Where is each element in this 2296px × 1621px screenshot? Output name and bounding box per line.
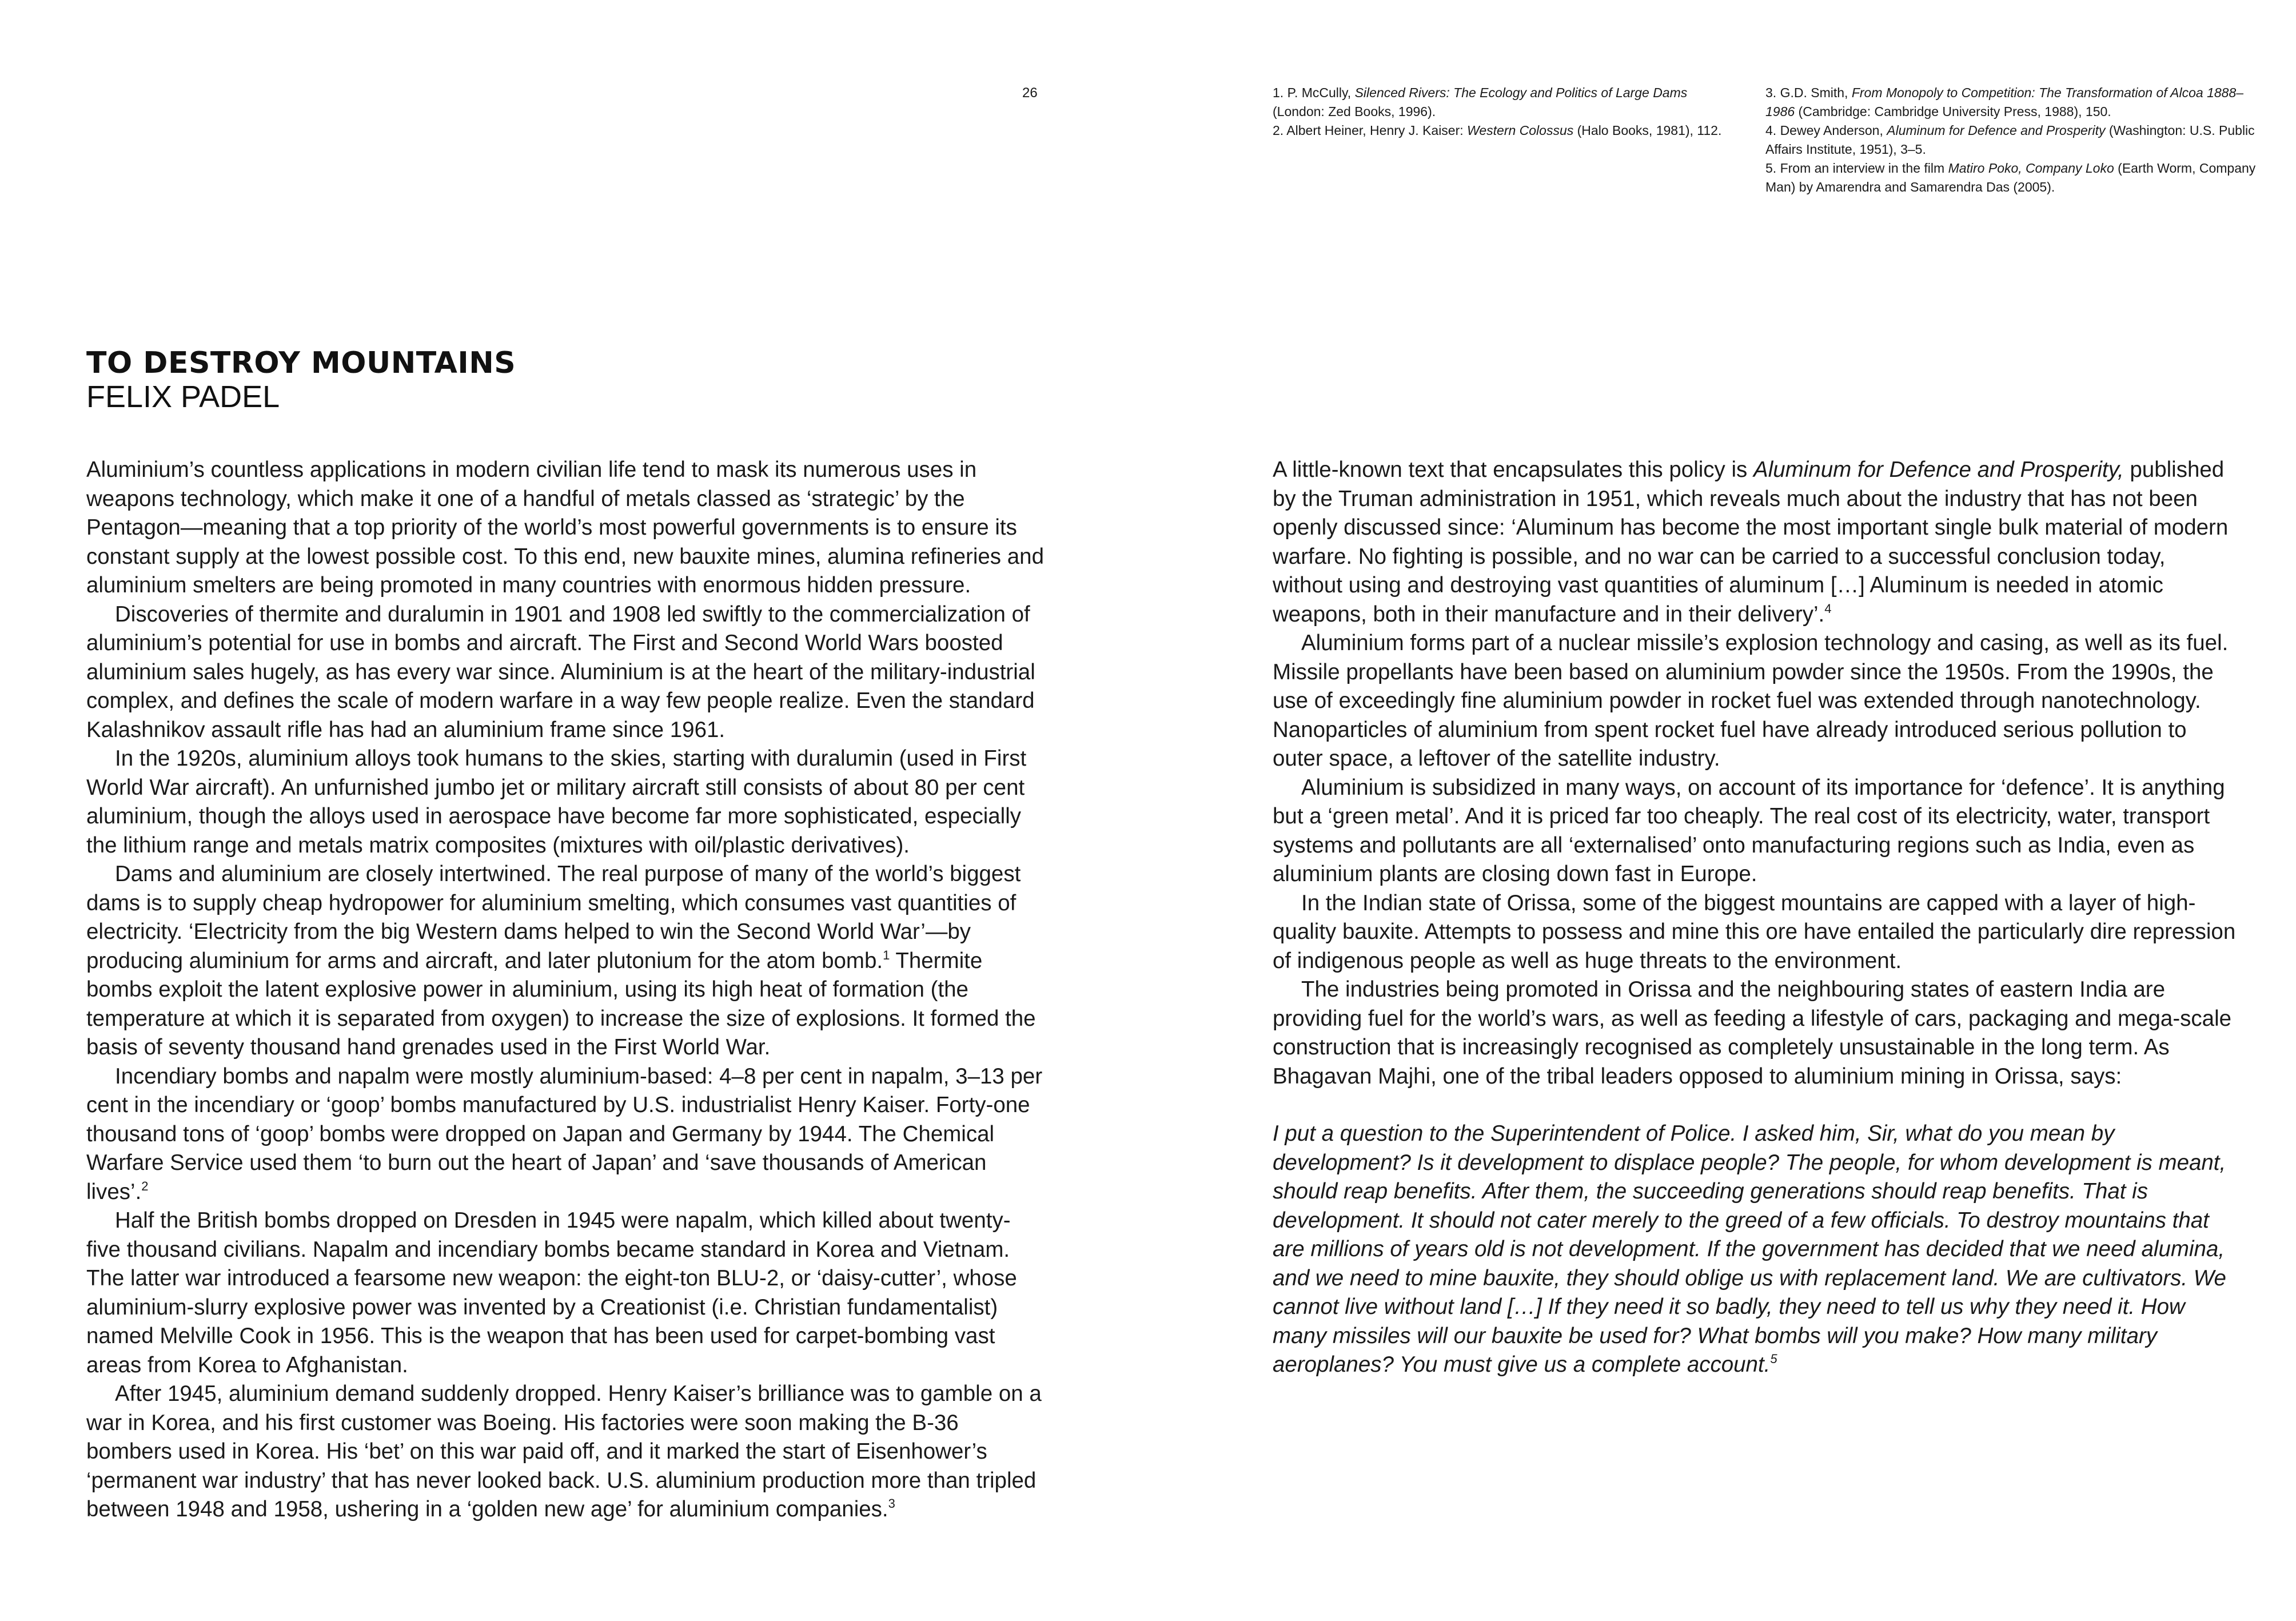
block-quote: I put a question to the Superintendent of Police. I asked him, Sir, what do you mean by development? Is it development to displace people? The people, for whom development is meant, should reap benefits. After them, the succeeding generations should reap benefits. That is development. It should not cater merely to the greed of a few officials. To destroy mountains that are millions of years old is not development. If the government has decided that we need alumina, and we need to mine bauxite, they should oblige us with replacement land. We are cultivators. We cannot live without land […] If they need it so badly, they need to tell us why they need it. How many missiles will our bauxite be used for? What bombs will you make? How many military aeroplanes? You must give us a complete account.$^5$ — [1273, 1121, 2226, 1377]
footnotes-right — [1765, 83, 2269, 197]
footnote-2: 2. Albert Heiner, Henry J. Kaiser: Western Colossus (Halo Books, 1981), 112. — [1273, 123, 1722, 138]
footnotes-left — [1273, 83, 1724, 140]
footnote-ref-3: 3 — [888, 1496, 895, 1511]
paragraph: After 1945, aluminium demand suddenly dropped. Henry Kaiser’s brilliance was to gamble on a war in Korea, and his first customer was Boeing. His factories were soon making the B-36 bombers used in Korea. His ‘bet’ on this war paid off, and it marked the start of Eisenhower’s ‘permanent war industry’ that has never looked back. U.S. aluminium production more than tripled between 1948 and 1958, ushering in a ‘golden new age’ for aluminium companies.$^3$ — [86, 1381, 1042, 1522]
paragraph: Half the British bombs dropped on Dresden in 1945 were napalm, which killed about twenty-five thousand civilians. Napalm and incendiary bombs became standard in Korea and Vietnam. The latter war introduced a fearsome new weapon: the eight-ton BLU-2, or ‘daisy-cutter’, whose aluminium-slurry explosive power was invented by a Creationist (i.e. Christian fundamentalist) named Melville Cook in 1956. This is the weapon that has been used for carpet-bombing vast areas from Korea to Afghanistan. — [86, 1208, 1017, 1377]
page-number: 26 — [1022, 85, 1038, 101]
footnote-ref-1: 1 — [883, 947, 890, 962]
paragraph: Discoveries of thermite and duralumin in 1901 and 1908 led swiftly to the commercialization of aluminium’s potential for use in bombs and aircraft. The First and Second World Wars boosted aluminium sales hugely, as has every war since. Aluminium is at the heart of the military-industrial complex, and defines the scale of modern warfare in a way few people realize. Even the standard Kalashnikov assault rifle has had an aluminium frame since 1961. — [86, 602, 1035, 742]
paragraph: Aluminium forms part of a nuclear missile’s explosion technology and casing, as well as its fuel. Missile propellants have been based on aluminium powder since the 1950s. From the 1990s, the use of exceedingly fine aluminium powder in rocket fuel was extended through nanotechnology. Nanoparticles of aluminium from spent rocket fuel have already introduced serious pollution to outer space, a leftover of the satellite industry. — [1273, 631, 2229, 771]
body-column-left — [86, 456, 1044, 1524]
footnote-ref-4: 4 — [1824, 601, 1832, 616]
paragraph: Aluminium is subsidized in many ways, on account of its importance for ‘defence’. It is anything but a ‘green metal’. And it is priced far too cheaply. The real cost of its electricity, water, transport systems and pollutants are all ‘externalised’ onto manufacturing regions such as India, even as aluminium plants are closing down fast in Europe. — [1273, 775, 2225, 886]
article-title: TO DESTROY MOUNTAINS — [86, 346, 516, 380]
paragraph: Dams and aluminium are closely intertwined. The real purpose of many of the world’s biggest dams is to supply cheap hydropower for aluminium smelting, which consumes vast quantities of electricity. ‘Electricity from the big Western dams helped to win the Second World War’—by producing aluminium for arms and aircraft, and later plutonium for the atom bomb.$^1$ Thermite bombs exploit the latent explosive power in aluminium, using its high heat of formation (the temperature at which it is separated from oxygen) to increase the size of explosions. It formed the basis of seventy thousand hand grenades used in the First World War. — [86, 862, 1036, 1060]
paragraph: In the Indian state of Orissa, some of the biggest mountains are capped with a layer of high-quality bauxite. Attempts to possess and mine this ore have entailed the particularly dire repression of indigenous people as well as huge threats to the environment. — [1273, 890, 2236, 973]
paragraph: Incendiary bombs and napalm were mostly aluminium-based: 4–8 per cent in napalm, 3–13 per cent in the incendiary or ‘goop’ bombs manufactured by U.S. industrialist Henry Kaiser. Forty-one thousand tons of ‘goop’ bombs were dropped on Japan and Germany by 1944. The Chemical Warfare Service used them ‘to burn out the heart of Japan’ and ‘save thousands of American lives’.$^2$ — [86, 1064, 1043, 1204]
footnote-ref-5: 5 — [1770, 1352, 1777, 1366]
footnote-ref-2: 2 — [141, 1178, 149, 1193]
paragraph: The industries being promoted in Orissa and the neighbouring states of eastern India are providing fuel for the world’s wars, as well as feeding a lifestyle of cars, packaging and mega-scale construction that is increasingly recognised as completely unsustainable in the long term. As Bhagavan Majhi, one of the tribal leaders opposed to aluminium mining in Orissa, says: — [1273, 977, 2232, 1089]
footnote-5: 5. From an interview in the film Matiro Poko, Company Loko (Earth Worm, Company Man) by Amarendra and Samarendra Das (2005). — [1765, 161, 2256, 194]
paragraph: Aluminium’s countless applications in modern civilian life tend to mask its numerous uses in weapons technology, which make it one of a handful of metals classed as ‘strategic’ by the Pentagon—meaning that a top priority of the world’s most powerful governments is to ensure its constant supply at the lowest possible cost. To this end, new bauxite mines, alumina refineries and aluminium smelters are being promoted in many countries with enormous hidden pressure. — [86, 457, 1044, 598]
body-column-right — [1273, 456, 2239, 1380]
footnote-4: 4. Dewey Anderson, Aluminum for Defence and Prosperity (Washington: U.S. Public Affairs Institute, 1951), 3–5. — [1765, 123, 2255, 157]
paragraph: A little-known text that encapsulates this policy is Aluminum for Defence and Prosperity, published by the Truman administration in 1951, which reveals much about the industry that has not been openly discussed since: ‘Aluminum has become the most important single bulk material of modern warfare. No fighting is possible, and no war can be carried to a successful conclusion today, without using and destroying vast quantities of aluminum […] Aluminum is needed in atomic weapons, both in their manufacture and in their delivery’.$^4$ — [1273, 457, 2229, 627]
paragraph: In the 1920s, aluminium alloys took humans to the skies, starting with duralumin (used in First World War aircraft). An unfurnished jumbo jet or military aircraft still consists of about 80 per cent aluminium, though the alloys used in aerospace have become far more sophisticated, especially the lithium range and metals matrix composites (mixtures with oil/plastic derivatives). — [86, 746, 1027, 858]
footnote-3: 3. G.D. Smith, From Monopoly to Competition: The Transformation of Alcoa 1888–1986 (Cambridge: Cambridge University Press, 1988), 150. — [1765, 85, 2244, 119]
article-author: FELIX PADEL — [86, 380, 280, 414]
footnote-1: 1. P. McCully, Silenced Rivers: The Ecology and Politics of Large Dams (London: Zed Books, 1996). — [1273, 85, 1688, 119]
